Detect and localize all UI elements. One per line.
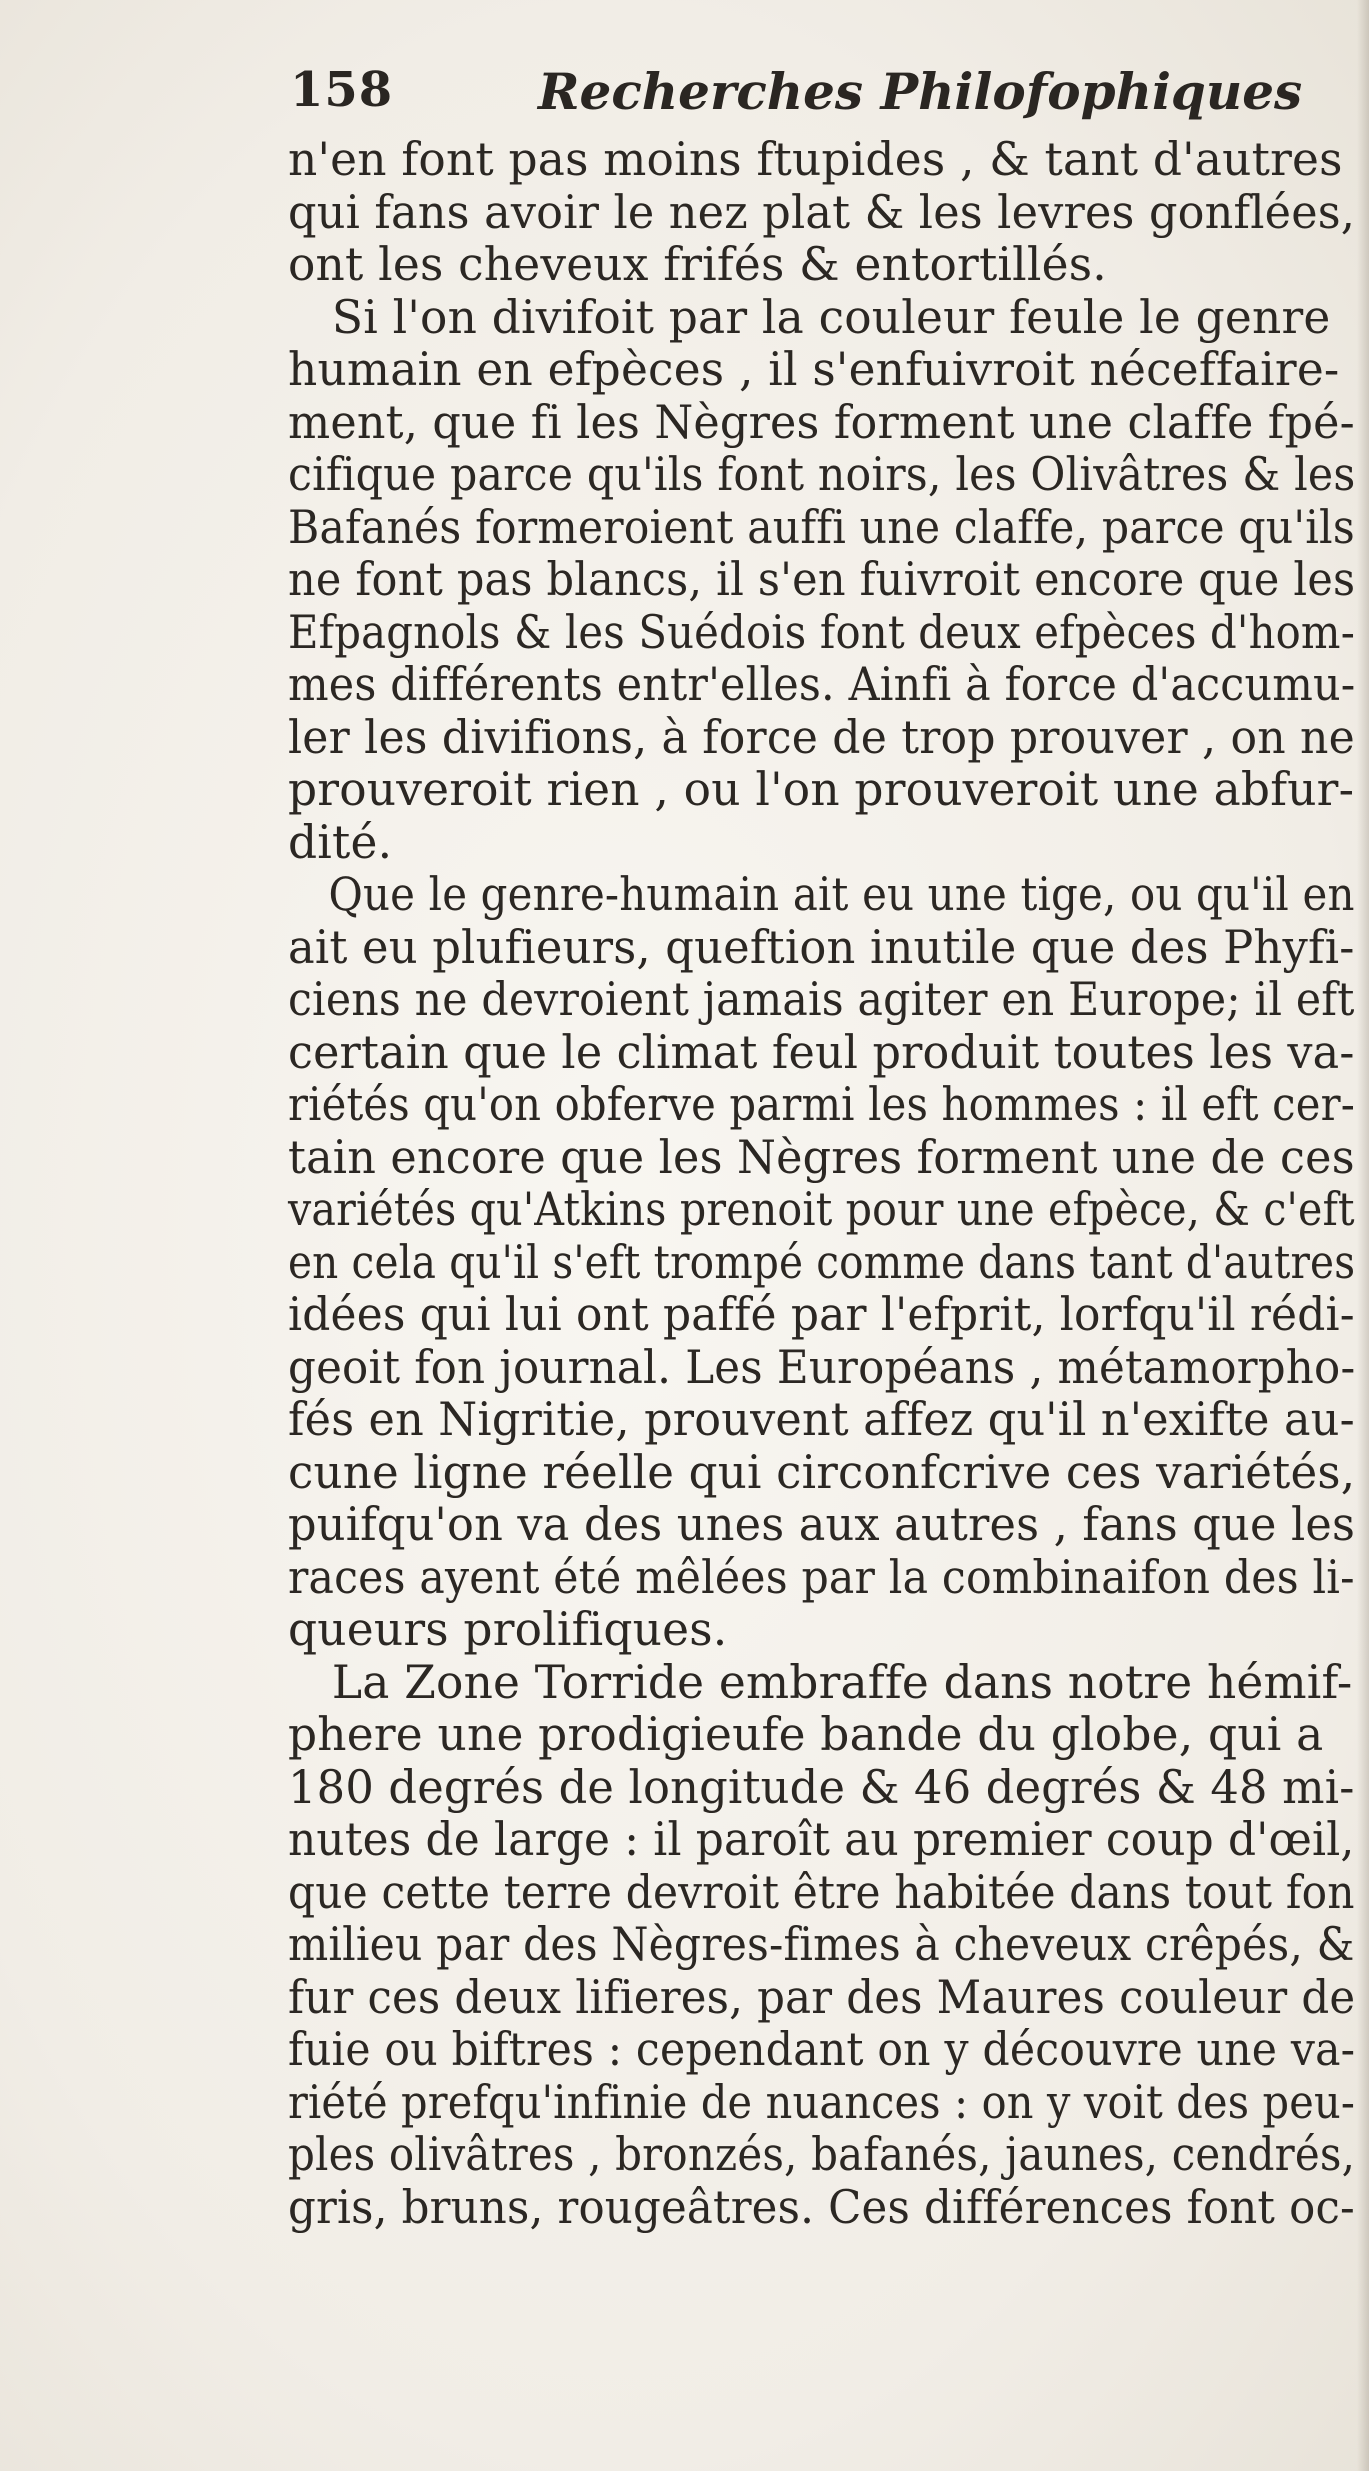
text-line: fur ces deux lifieres, par des Maures couleur de (288, 1969, 1356, 2024)
text-line: ne font pas blancs, il s'en fuivroit encore que les (288, 552, 1356, 606)
text-line: en cela qu'il s'eft trompé comme dans tant d'autres (288, 1234, 1356, 1289)
text-line: riétés qu'on obferve parmi les hommes : il eft cer- (288, 1077, 1355, 1131)
text-line: tain encore que les Nègres forment une de ces (288, 1129, 1355, 1184)
text-line: fuie ou biftres : cependant on y découvre une va- (288, 2022, 1356, 2076)
text-line: humain en efpèces , il s'enfuivroit néceffaire- (288, 342, 1340, 396)
running-title: Recherches Philofophiques (538, 62, 1303, 121)
text-line: ont les cheveux frifés & entortillés. (288, 237, 1107, 291)
text-line: Que le genre-humain ait eu une tige, ou qu'il en (288, 867, 1355, 921)
text-line: que cette terre devroit être habitée dans tout fon (288, 1864, 1355, 1919)
text-line: ait eu plufieurs, queftion inutile que des Phyfi- (288, 919, 1355, 974)
text-line: idées qui lui ont paffé par l'efprit, lorfqu'il rédi- (288, 1287, 1355, 1341)
page-number: 158 (290, 62, 394, 118)
text-line: ples olivâtres , bronzés, bafanés, jaunes, cendrés, (288, 2127, 1356, 2181)
text-line: races ayent été mêlées par la combinaifon des li- (288, 1549, 1355, 1604)
text-line: La Zone Torride embraffe dans notre hémif- (288, 1654, 1353, 1709)
text-line: dité. (288, 814, 393, 869)
text-line: Si l'on divifoit par la couleur feule le genre (288, 289, 1331, 344)
text-line: geoit fon journal. Les Européans , métamorpho- (288, 1339, 1356, 1394)
text-line: Efpagnols & les Suédois font deux efpèces d'hom- (288, 604, 1355, 659)
text-line: 180 degrés de longitude & 46 degrés & 48 mi- (288, 1759, 1355, 1814)
body-text (288, 133, 1368, 2233)
text-line: ler les divifions, à force de trop prouver , on ne (288, 709, 1355, 764)
page-header (290, 62, 1340, 142)
text-line: fés en Nigritie, prouvent affez qu'il n'exifte au- (288, 1392, 1355, 1446)
text-line: Bafanés formeroient auffi une claffe, parce qu'ils (288, 499, 1355, 554)
text-line: ment, que fi les Nègres forment une claffe fpé- (288, 394, 1355, 449)
page-edge-shadow (1357, 0, 1369, 2471)
text-line: mes différents entr'elles. Ainfi à force d'accumu- (288, 657, 1356, 711)
text-line: qui fans avoir le nez plat & les levres gonflées, (288, 184, 1356, 239)
text-line: n'en font pas moins ftupides , & tant d'autres (288, 132, 1343, 186)
text-line: nutes de large : il paroît au premier coup d'œil, (288, 1812, 1355, 1866)
text-line: variétés qu'Atkins prenoit pour une efpèce, & c'eft (288, 1182, 1355, 1236)
text-line: gris, bruns, rougeâtres. Ces différences font oc- (288, 2179, 1355, 2234)
text-line: queurs prolifiques. (288, 1602, 728, 1656)
text-line: cune ligne réelle qui circonfcrive ces variétés, (288, 1444, 1356, 1499)
text-line: puifqu'on va des unes aux autres , fans que les (288, 1497, 1356, 1551)
text-line: cifique parce qu'ils font noirs, les Olivâtres & les (288, 447, 1356, 501)
text-line: certain que le climat feul produit toutes les va- (288, 1024, 1355, 1079)
text-line: ciens ne devroient jamais agiter en Europe; il eft (288, 972, 1355, 1026)
text-line: phere une prodigieufe bande du globe, qui a (288, 1707, 1324, 1761)
text-line: riété prefqu'infinie de nuances : on y voit des peu- (288, 2074, 1356, 2129)
text-line: milieu par des Nègres-fimes à cheveux crêpés, & (288, 1917, 1355, 1971)
text-line: prouveroit rien , ou l'on prouveroit une abfur- (288, 762, 1355, 816)
